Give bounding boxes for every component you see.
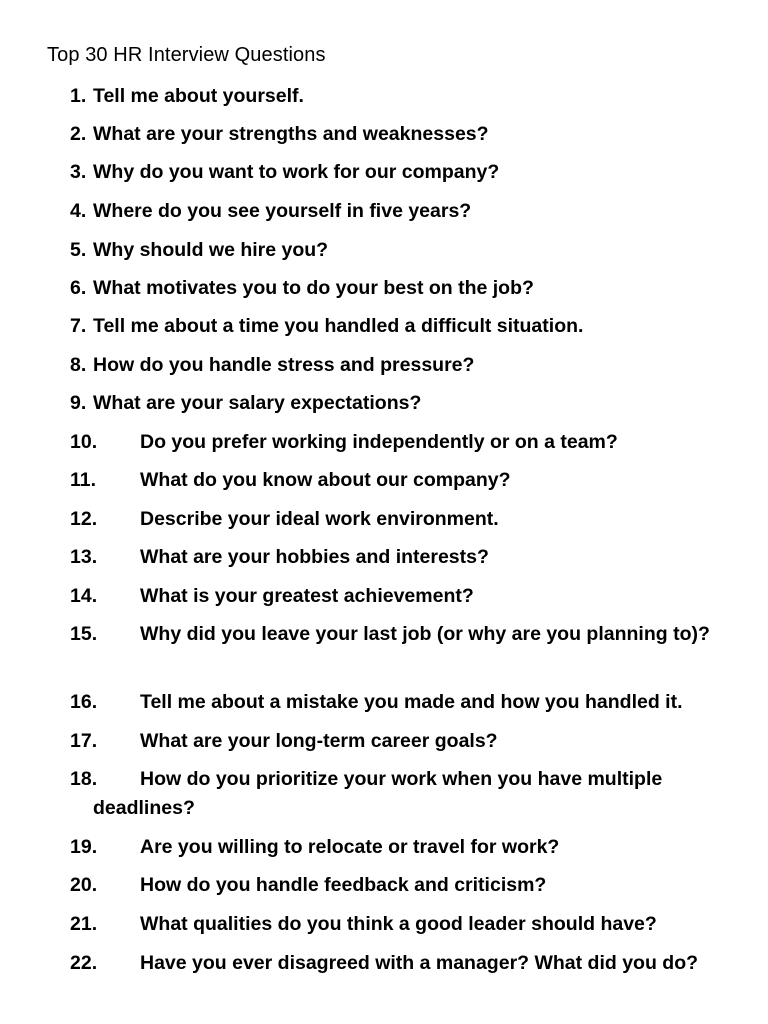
list-item [70, 582, 730, 611]
list-item [70, 727, 730, 756]
list-item [70, 543, 730, 572]
question-number: 17. [70, 730, 98, 752]
question-number: 20. [70, 874, 98, 896]
question-text: How do you handle stress and pressure? [93, 354, 475, 376]
question-number: 1. [70, 85, 87, 107]
question-text: Why do you want to work for our company? [93, 161, 500, 183]
list-item [70, 236, 730, 265]
question-number: 7. [70, 315, 87, 337]
list-item [70, 466, 730, 495]
question-text: Have you ever disagreed with a manager? What did you do? [140, 952, 699, 974]
question-text: What are your long-term career goals? [140, 730, 498, 752]
question-text: What qualities do you think a good leader should have? [140, 913, 657, 935]
question-text: Why should we hire you? [93, 239, 329, 261]
question-text: What are your strengths and weaknesses? [93, 123, 489, 145]
question-text: What do you know about our company? [140, 469, 511, 491]
question-text: What is your greatest achievement? [140, 585, 474, 607]
question-text: Tell me about a mistake you made and how you handled it. [140, 691, 683, 713]
question-text: Why did you leave your last job (or why are you planning to)? [140, 623, 710, 645]
list-item [70, 351, 730, 380]
question-number: 14. [70, 585, 98, 607]
question-text: Where do you see yourself in five years? [93, 200, 472, 222]
list-item [70, 158, 730, 187]
list-item [70, 312, 730, 341]
question-number: 9. [70, 392, 87, 414]
list-item [70, 82, 730, 111]
question-text: How do you prioritize your work when you have multiple deadlines? [93, 768, 663, 819]
list-item [70, 833, 730, 862]
question-number: 15. [70, 623, 98, 645]
list-item [70, 620, 730, 649]
question-number: 13. [70, 546, 98, 568]
question-number: 16. [70, 691, 98, 713]
question-number: 11. [70, 469, 97, 491]
question-number: 12. [70, 508, 98, 530]
list-item [70, 765, 730, 823]
list-item [70, 688, 730, 717]
question-text: What are your hobbies and interests? [140, 546, 489, 568]
question-number: 8. [70, 354, 87, 376]
question-text: Describe your ideal work environment. [140, 508, 499, 530]
question-text: What motivates you to do your best on the job? [93, 277, 534, 299]
question-number: 4. [70, 200, 87, 222]
question-number: 6. [70, 277, 87, 299]
list-item [70, 120, 730, 149]
question-number: 3. [70, 161, 87, 183]
question-text: Do you prefer working independently or on a team? [140, 431, 618, 453]
question-number: 22. [70, 952, 98, 974]
question-text: Tell me about a time you handled a difficult situation. [93, 315, 584, 337]
list-item [70, 871, 730, 900]
question-text: What are your salary expectations? [93, 392, 422, 414]
question-number: 5. [70, 239, 87, 261]
document-title: Top 30 HR Interview Questions [47, 44, 326, 66]
question-text: How do you handle feedback and criticism? [140, 874, 547, 896]
question-number: 18. [70, 768, 98, 790]
list-item [70, 274, 730, 303]
question-number: 19. [70, 836, 98, 858]
list-item [70, 505, 730, 534]
question-text: Are you willing to relocate or travel for work? [140, 836, 560, 858]
question-text: Tell me about yourself. [93, 85, 304, 107]
question-number: 21. [70, 913, 98, 935]
list-item [70, 949, 730, 978]
question-number: 10. [70, 431, 98, 453]
list-item [70, 197, 730, 226]
list-item [70, 389, 730, 418]
question-number: 2. [70, 123, 87, 145]
list-item [70, 428, 730, 457]
list-item [70, 910, 730, 939]
